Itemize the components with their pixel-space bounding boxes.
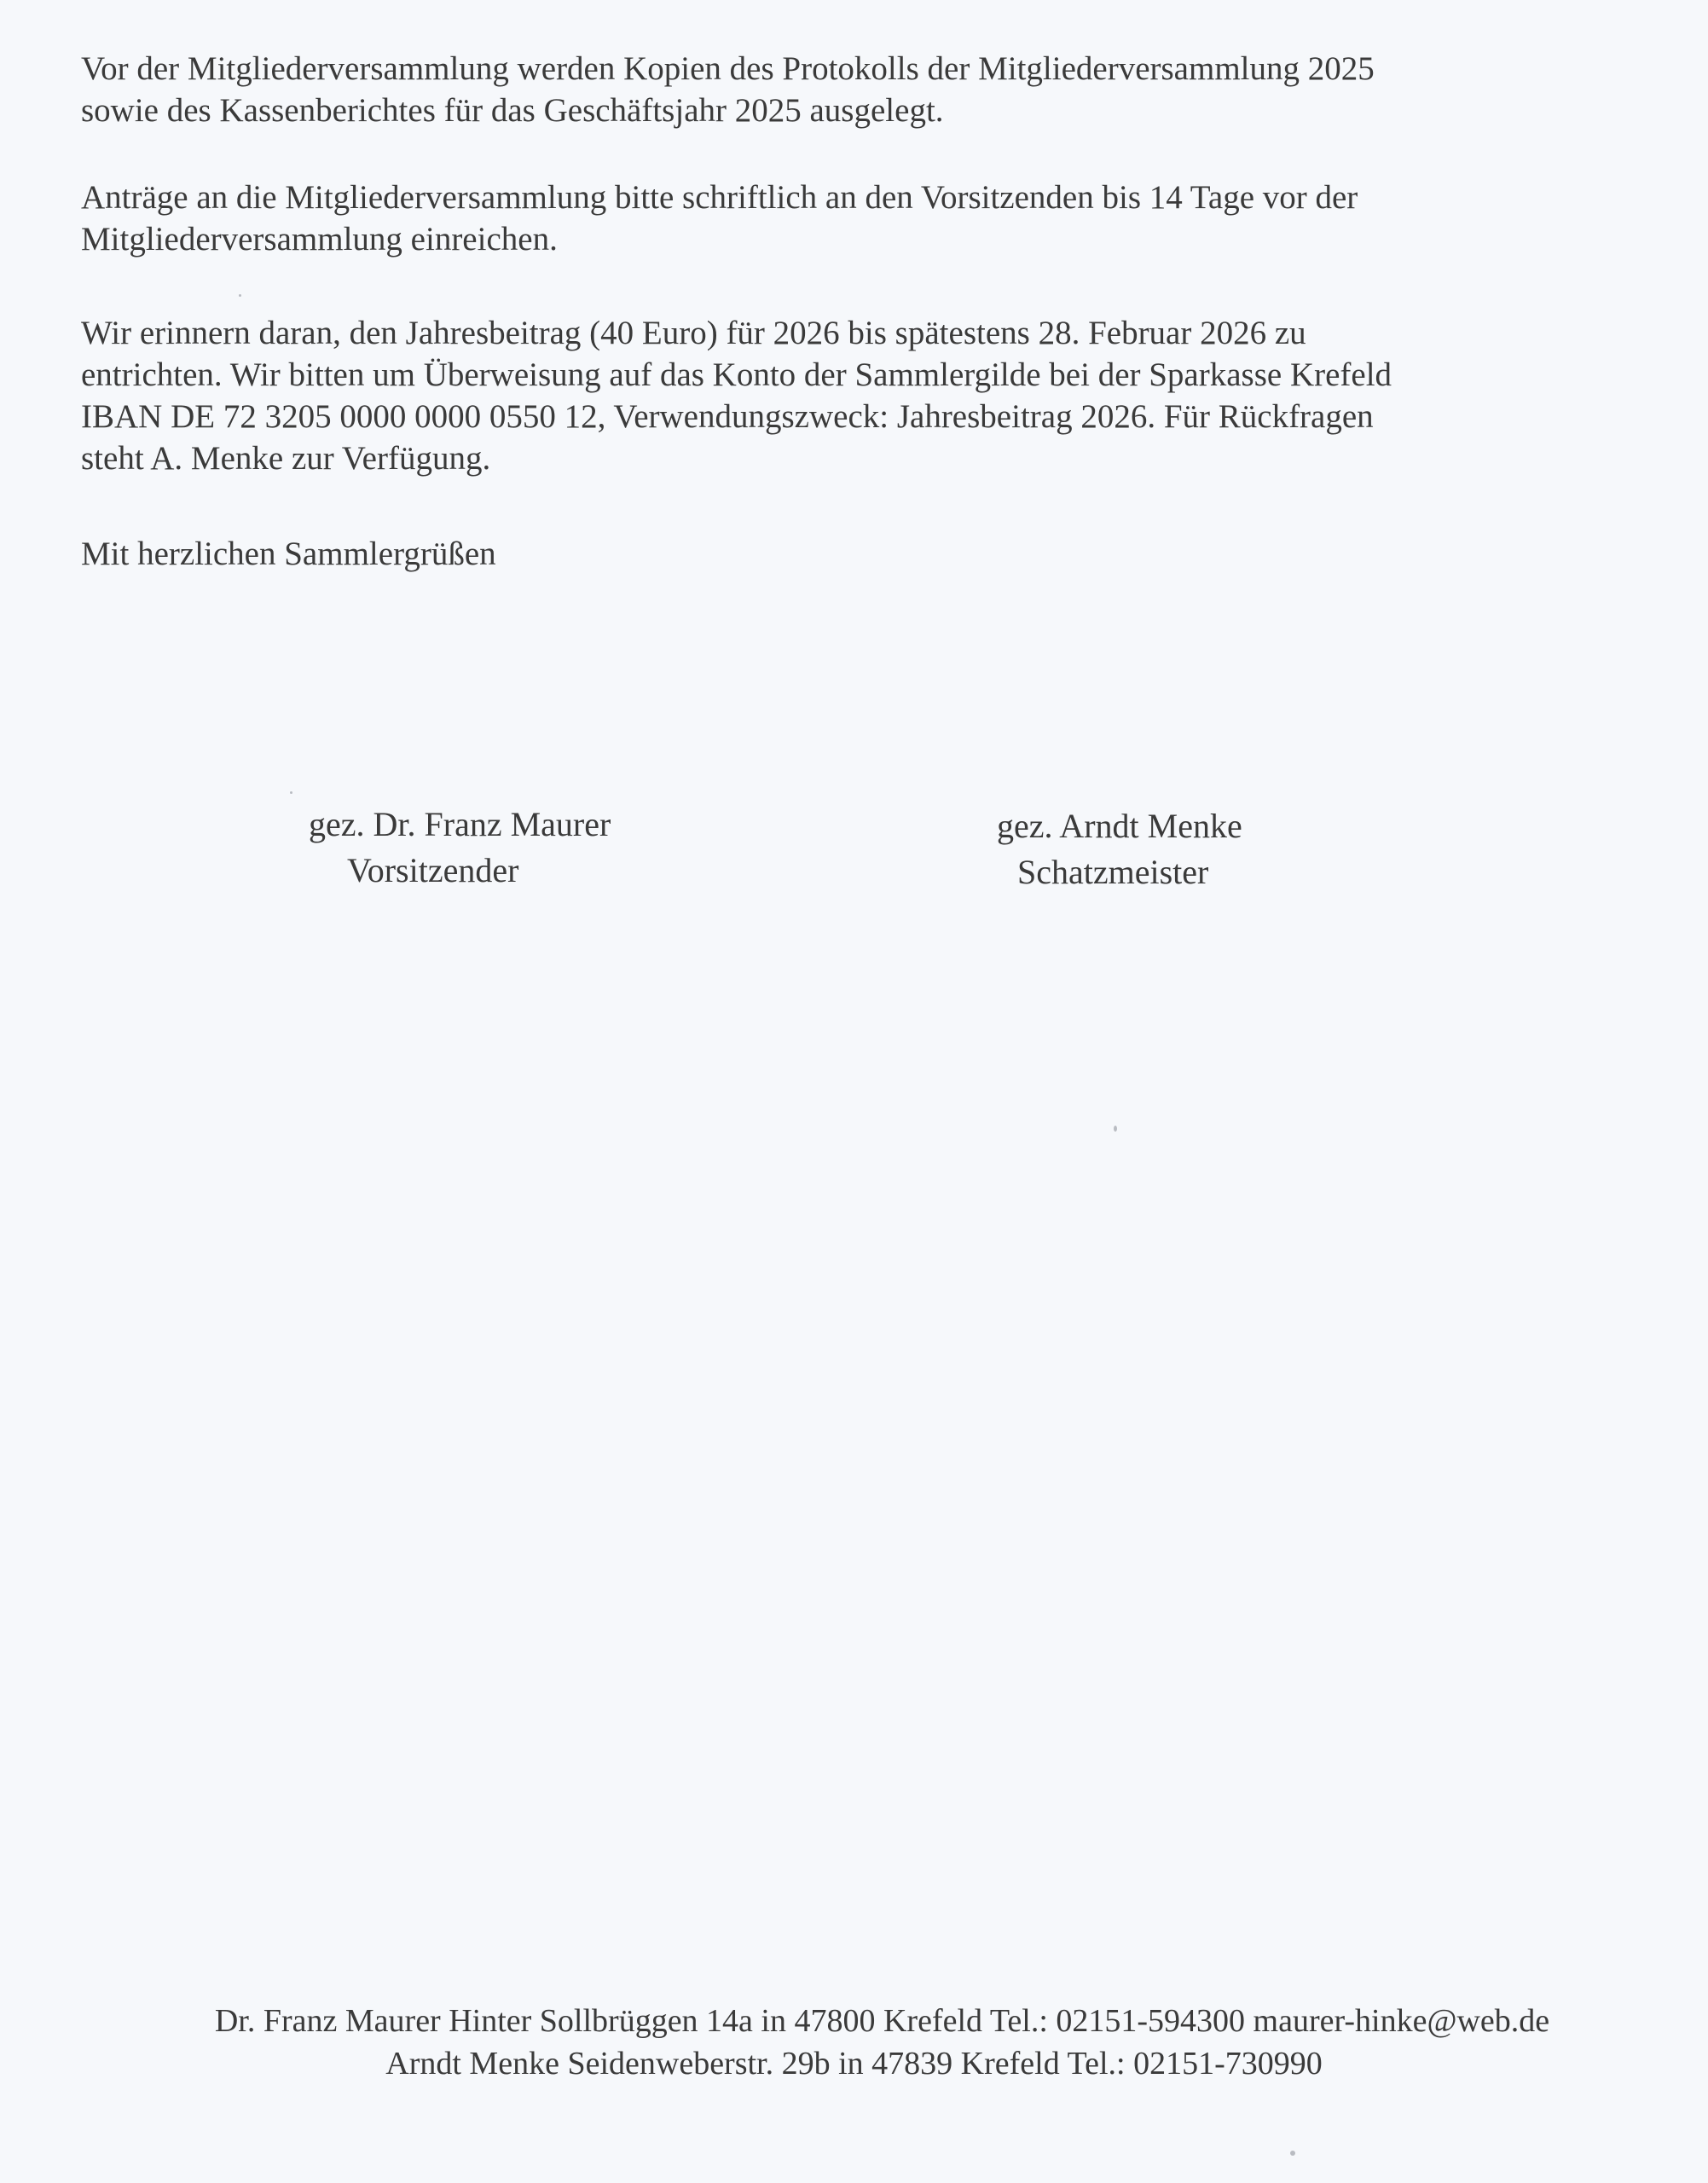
- paragraph-motions-notice: [81, 177, 1650, 260]
- text-line: Mitgliederversammlung einreichen.: [81, 221, 558, 258]
- text-line: IBAN DE 72 3205 0000 0000 0550 12, Verwendungszweck: Jahresbeitrag 2026. Für Rückfragen: [81, 398, 1374, 435]
- scan-speck: [290, 791, 292, 794]
- scan-speck: [1290, 2151, 1295, 2156]
- footer-line-chairman: Dr. Franz Maurer Hinter Sollbrüggen 14a in 47800 Krefeld Tel.: 02151-594300 maurer-hinke@web.de: [214, 2003, 1550, 2039]
- footer-contact: [0, 2000, 1708, 2085]
- text-line: Vor der Mitgliederversammlung werden Kopien des Protokolls der Mitgliederversammlung 2025: [81, 50, 1375, 87]
- signatory-name: gez. Dr. Franz Maurer: [309, 805, 611, 843]
- text-line: entrichten. Wir bitten um Überweisung auf das Konto der Sammlergilde bei der Sparkasse Krefeld: [81, 356, 1392, 393]
- footer-line-treasurer: Arndt Menke Seidenweberstr. 29b in 47839 Krefeld Tel.: 02151-730990: [385, 2046, 1323, 2082]
- scan-speck: [239, 294, 241, 297]
- text-line: Wir erinnern daran, den Jahresbeitrag (40 Euro) für 2026 bis spätestens 28. Februar 2026 zu: [81, 315, 1306, 351]
- signatory-role: Vorsitzender: [347, 851, 519, 889]
- paragraph-documents-notice: [81, 48, 1650, 131]
- signatory-name: gez. Arndt Menke: [997, 807, 1242, 845]
- closing-greeting: Mit herzlichen Sammlergrüßen: [81, 536, 496, 572]
- signatory-role: Schatzmeister: [1017, 853, 1209, 891]
- paragraph-membership-fee: [81, 312, 1650, 479]
- text-line: sowie des Kassenberichtes für das Geschäftsjahr 2025 ausgelegt.: [81, 92, 944, 129]
- signature-treasurer: [997, 803, 1242, 895]
- signature-chairman: [309, 802, 611, 894]
- text-line: steht A. Menke zur Verfügung.: [81, 440, 491, 477]
- scan-speck: [1114, 1126, 1117, 1132]
- text-line: Anträge an die Mitgliederversammlung bitte schriftlich an den Vorsitzenden bis 14 Tage vor der: [81, 179, 1358, 216]
